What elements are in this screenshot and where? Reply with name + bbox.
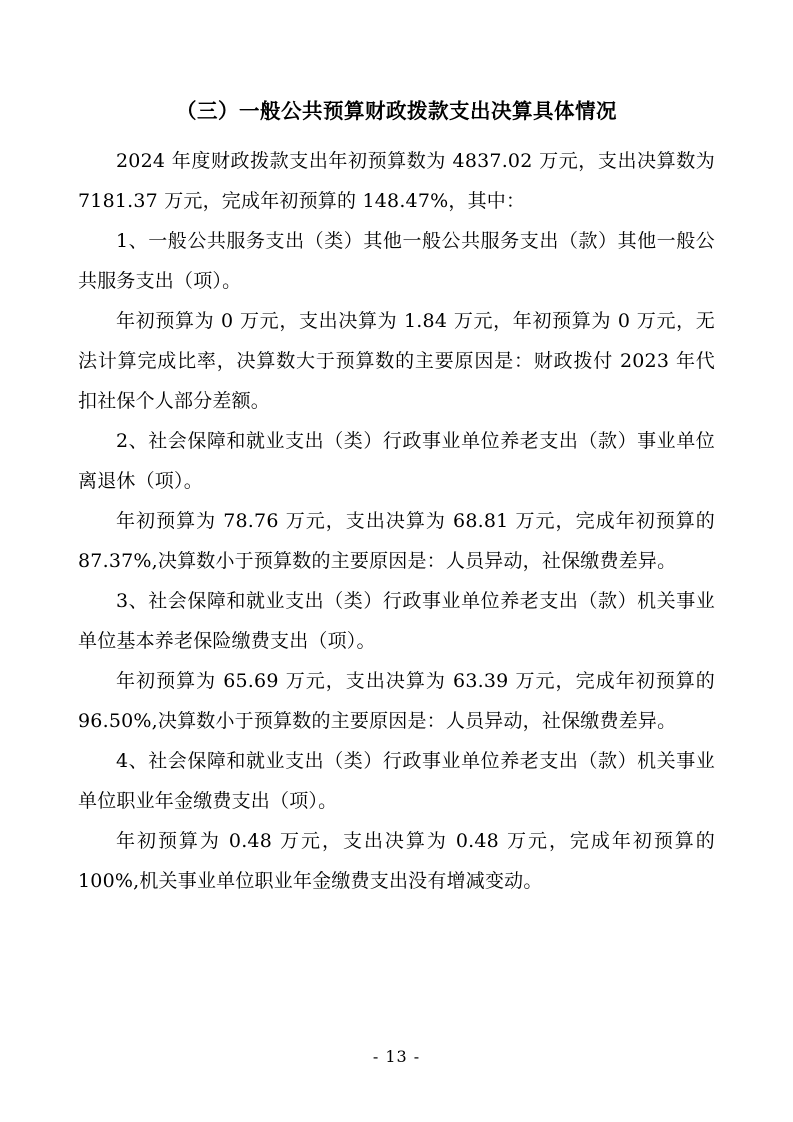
paragraph-6: 3、社会保障和就业支出（类）行政事业单位养老支出（款）机关事业单位基本养老保险缴费支出（项）。 <box>78 589 715 652</box>
paragraph-4: 2、社会保障和就业支出（类）行政事业单位养老支出（款）事业单位离退休（项）。 <box>78 429 715 492</box>
paragraph-9: 年初预算为 0.48 万元，支出决算为 0.48 万元，完成年初预算的 100%,机关事业单位职业年金缴费支出没有增减变动。 <box>78 829 715 892</box>
paragraph-8: 4、社会保障和就业支出（类）行政事业单位养老支出（款）机关事业单位职业年金缴费支出（项）。 <box>78 749 715 812</box>
paragraph-1: 2024 年度财政拨款支出年初预算数为 4837.02 万元，支出决算数为 7181.37 万元，完成年初预算的 148.47%，其中： <box>78 149 715 212</box>
paragraph-2: 1、一般公共服务支出（类）其他一般公共服务支出（款）其他一般公共服务支出（项）。 <box>78 229 715 292</box>
page-number: - 13 - <box>372 1047 421 1066</box>
paragraph-5: 年初预算为 78.76 万元，支出决算为 68.81 万元，完成年初预算的 87.37%,决算数小于预算数的主要原因是：人员异动，社保缴费差异。 <box>78 509 715 572</box>
page-title: （三）一般公共预算财政拨款支出决算具体情况 <box>176 99 617 123</box>
paragraph-7: 年初预算为 65.69 万元，支出决算为 63.39 万元，完成年初预算的 96.50%,决算数小于预算数的主要原因是：人员异动，社保缴费差异。 <box>78 669 715 732</box>
paragraph-3: 年初预算为 0 万元，支出决算为 1.84 万元，年初预算为 0 万元，无法计算完成比率，决算数大于预算数的主要原因是：财政拨付 2023 年代扣社保个人部分差额。 <box>78 309 715 412</box>
